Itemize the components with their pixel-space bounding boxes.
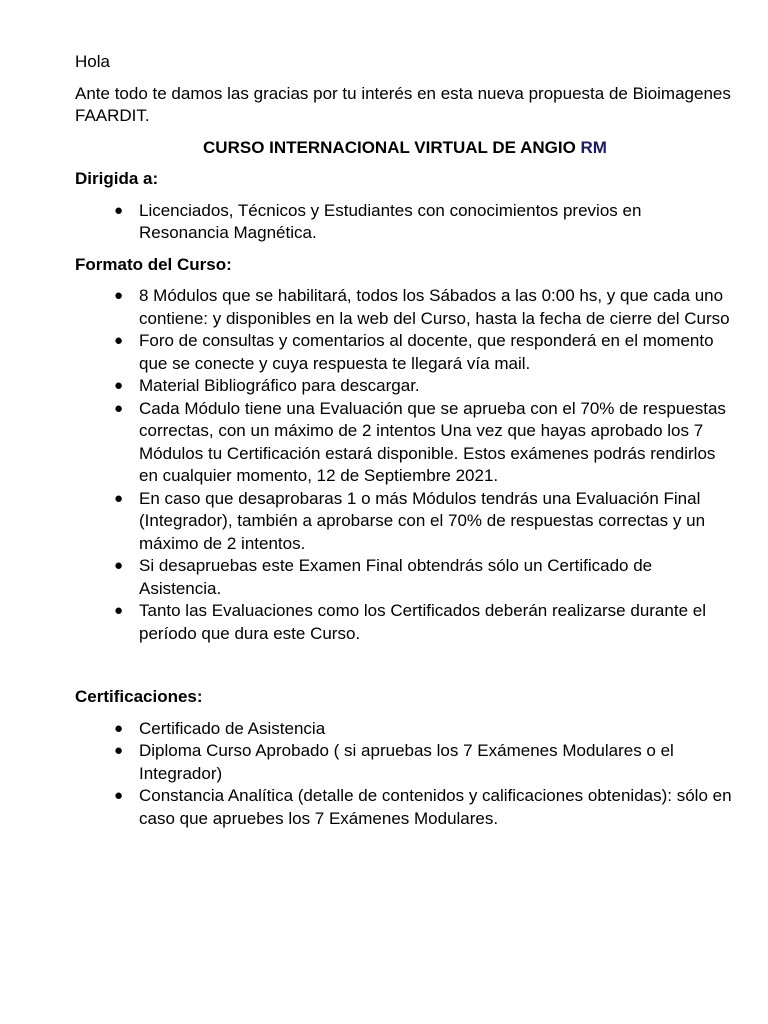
list-item xyxy=(75,740,735,785)
list-item xyxy=(75,375,735,398)
list-dirigida xyxy=(75,200,735,245)
document-page xyxy=(75,51,735,830)
bullet-icon: ● xyxy=(114,377,124,394)
list-item-text: Licenciados, Técnicos y Estudiantes con conocimientos previos en Resonancia Magnética. xyxy=(139,200,642,242)
bullet-icon: ● xyxy=(114,719,124,737)
list-item-text: En caso que desaprobaras 1 o más Módulos tendrás una Evaluación Final (Integrador), también a aprobarse con el 70% de respuestas correctas y un máximo de 2 intentos. xyxy=(139,488,706,553)
list-item xyxy=(75,718,735,741)
list-item xyxy=(75,488,735,556)
list-item-text: Foro de consultas y comentarios al docente, que responderá en el momento que se conecte y cuya respuesta te llegará vía mail. xyxy=(139,331,714,373)
list-item xyxy=(75,555,735,600)
section-heading-formato: Formato del Curso: xyxy=(75,254,232,274)
list-item-text: Si desapruebas este Examen Final obtendrás sólo un Certificado de Asistencia. xyxy=(139,556,653,598)
list-certificaciones xyxy=(75,718,735,831)
bullet-icon: ● xyxy=(114,287,124,304)
course-title xyxy=(75,137,735,160)
section-heading-certificaciones: Certificaciones: xyxy=(75,687,203,706)
list-item-text: Constancia Analítica (detalle de contenidos y calificaciones obtenidas): sólo en caso que apruebes los 7 Exámenes Modulares. xyxy=(139,786,732,828)
list-formato xyxy=(75,285,735,645)
bullet-icon: ● xyxy=(114,399,124,417)
list-item-text: 8 Módulos que se habilitará, todos los Sábados a las 0:00 hs, y que cada uno contiene: y disponibles en la web del Curso, hasta la fecha de cierre del Curso xyxy=(139,286,730,328)
bullet-icon: ● xyxy=(114,489,124,507)
list-item-text: Cada Módulo tiene una Evaluación que se aprueba con el 70% de respuestas correctas, con un máximo de 2 intentos Una vez que hayas aprobado los 7 Módulos tu Certificación estará disponible. Estos exámenes podrás rendirlos en cualquier momento, 12 de Septiembre 2021. xyxy=(139,398,726,485)
course-title-main: CURSO INTERNACIONAL VIRTUAL DE ANGIO xyxy=(203,137,581,157)
list-item xyxy=(75,600,735,645)
list-item xyxy=(75,330,735,375)
list-item-text: Material Bibliográfico para descargar. xyxy=(139,376,420,395)
section-heading-dirigida: Dirigida a: xyxy=(75,169,159,188)
intro-paragraph: Ante todo te damos las gracias por tu interés en esta nueva propuesta de Bioimagenes FAARDIT. xyxy=(75,83,731,125)
bullet-icon: ● xyxy=(114,787,124,804)
bullet-icon: ● xyxy=(114,332,124,349)
bullet-icon: ● xyxy=(114,602,124,619)
list-item-text: Diploma Curso Aprobado ( si apruebas los 7 Exámenes Modulares o el Integrador) xyxy=(139,741,674,783)
bullet-icon: ● xyxy=(114,557,124,574)
list-item-text: Certificado de Asistencia xyxy=(139,718,326,738)
list-item xyxy=(75,785,735,830)
list-item xyxy=(75,200,735,245)
list-item xyxy=(75,398,735,488)
bullet-icon: ● xyxy=(114,742,124,759)
list-item-text: Tanto las Evaluaciones como los Certificados deberán realizarse durante el período que dura este Curso. xyxy=(139,601,706,643)
course-title-accent: RM xyxy=(580,137,607,157)
greeting-text: Hola xyxy=(75,52,110,71)
bullet-icon: ● xyxy=(114,201,124,219)
list-item xyxy=(75,285,735,330)
